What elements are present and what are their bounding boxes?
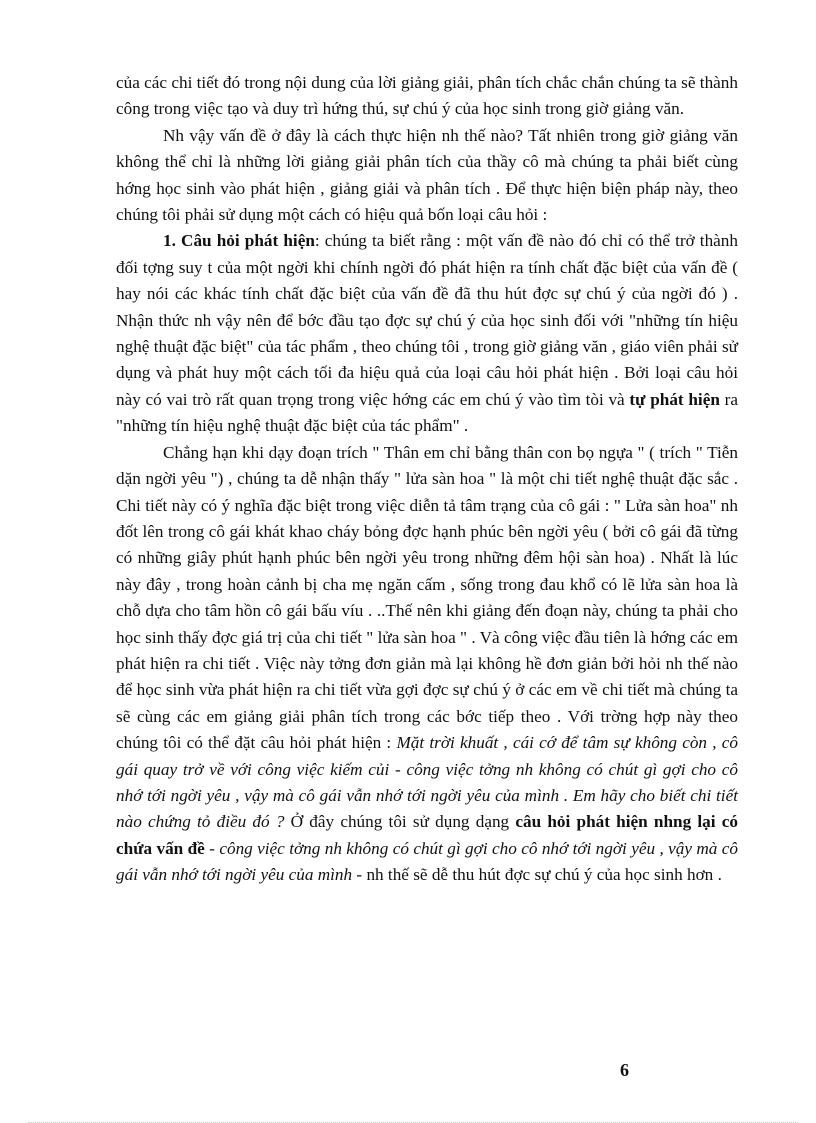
emphasis-italic: công việc tởng nh không có chút gì gợi cho cô nhớ tới ngời yêu , vậy mà cô gái vẫn nhớ tới ngời yêu của mình xyxy=(116,838,739,885)
paragraph-example xyxy=(116,440,738,889)
paragraph-text: Chẳng hạn khi dạy đoạn trích " Thân em chỉ bằng thân con bọ ngựa " ( trích " Tiễn dặn ngời yêu ") , chúng ta dễ nhận thấy " lửa sàn hoa " là một chi tiết nghệ thuật đặc sắc . Chi tiết này có ý nghĩa đặc biệt trong việc diễn tả tâm trạng của cô gái : " Lửa sàn hoa" nh đốt lên trong cô gái khát khao cháy bỏng đợc hạnh phúc bên ngời yêu ( bởi cô gái đã từng có những giây phút hạnh phúc bên ngời yêu trong những đêm hội sàn hoa) . Nhất là lúc này đây , trong hoàn cảnh bị cha mẹ ngăn cấm , sống trong đau khổ có lẽ lửa sàn hoa là chỗ dựa cho tâm hồn cô gái bấu víu . ..Thế nên khi giảng đến đoạn này, chúng ta phải cho học sinh thấy đợc giá trị của chi tiết " lửa sàn hoa " . Và công việc đầu tiên là hớng các em phát hiện ra chi tiết . Việc này tởng đơn giản mà lại không hề đơn giản bởi hỏi nh thế nào để học sinh vừa phát hiện ra chi tiết vừa gợi đợc sự chú ý ở các em về chi tiết mà chúng ta sẽ cùng các em giảng giải phân tích trong các bớc tiếp theo . Với trờng hợp này theo chúng tôi có thể đặt câu hỏi phát hiện : xyxy=(116,442,738,753)
paragraph-text: - xyxy=(204,838,220,858)
emphasis-bold: câu hỏi phát hiện nhng lại có chứa vấn đề xyxy=(116,812,738,858)
paragraph-continuation: của các chi tiết đó trong nội dung của lời giảng giải, phân tích chắc chắn chúng ta sẽ thành công trong việc tạo và duy trì hứng thú, sự chú ý của học sinh trong giờ giảng văn. xyxy=(116,73,738,119)
paragraph-text: Ở đây chúng tôi sử dụng dạng xyxy=(284,812,516,832)
emphasis-bold: tự phát hiện xyxy=(629,389,720,409)
paragraph-text: ra "những tín hiệu nghệ thuật đặc biệt của tác phẩm" . xyxy=(116,389,738,436)
section-heading: 1. Câu hỏi phát hiện xyxy=(163,231,315,251)
page-number: 6 xyxy=(620,1060,629,1080)
body-text xyxy=(116,70,738,889)
paragraph-text: - nh thế sẽ dễ thu hút đợc sự chú ý của học sinh hơn . xyxy=(352,865,722,885)
example-question: Mặt trời khuất , cái cớ để tâm sự không còn , cô gái quay trở về với công việc kiếm củi - công việc tởng nh không có chút gì gợi cho cô nhớ tới ngời yêu , vậy mà cô gái vẫn nhớ tới ngời yêu của mình . Em hãy cho biết chi tiết nào chứng tỏ điều đó ? xyxy=(116,733,738,832)
paragraph-text: : chúng ta biết rằng : một vấn đề nào đó chỉ có thể trở thành đối tợng suy t của một ngời khi chính ngời đó phát hiện ra tính chất đặc biệt của vấn đề ( hay nói các khác tính chất đặc biệt của vấn đề đã thu hút đợc sự chú ý của ngời đó ) . Nhận thức nh vậy nên để bớc đầu tạo đợc sự chú ý của học sinh đối với "những tín hiệu nghệ thuật đặc biệt" của tác phẩm , theo chúng tôi , trong giờ giảng văn , giáo viên phải sử dụng và phát huy một cách tối đa hiệu quả của loại câu hỏi phát hiện . Bởi loại câu hỏi này có vai trò rất quan trọng trong việc hớng các em chú ý vào tìm tòi và xyxy=(116,231,738,409)
paragraph-method-intro: Nh vậy vấn đề ở đây là cách thực hiện nh thế nào? Tất nhiên trong giờ giảng văn không thể chỉ là những lời giảng giải phân tích của thầy cô mà chúng ta phải biết cùng hớng học sinh vào phát hiện , giảng giải và phân tích . Để thực hiện biện pháp này, theo chúng tôi phải sử dụng một cách có hiệu quả bốn loại câu hỏi : xyxy=(116,125,738,225)
paragraph-discovery-question xyxy=(116,228,738,439)
